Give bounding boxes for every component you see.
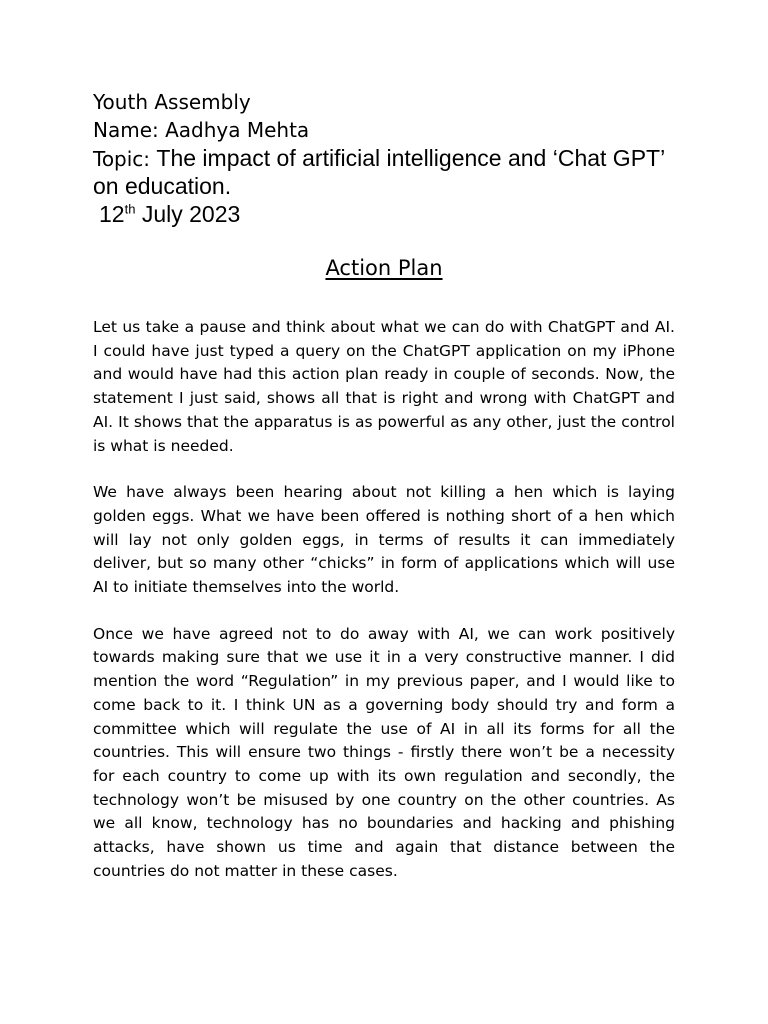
- title-text: Action Plan: [325, 256, 443, 280]
- date-suffix: th: [124, 201, 136, 217]
- document-date: [93, 200, 693, 228]
- document-title: [0, 253, 768, 283]
- document-header: [93, 88, 693, 228]
- author-name: Name: Aadhya Mehta: [93, 118, 310, 142]
- paragraph-3: Once we have agreed not to do away with AI, we can work positively towards making sure that we use it in a very constructive manner. I did mention the word “Regulation” in my previous paper, and I would like to come back to it. I think UN as a governing body should try and form a committee which will regulate the use of AI in all its forms for all the countries. This will ensure two things - firstly there won’t be a necessity for each country to come up with its own regulation and secondly, the technology won’t be misused by one country on the other countries. As we all know, technology has no boundaries and hacking and phishing attacks, have shown us time and again that distance between the countries do not matter in these cases.: [93, 624, 675, 880]
- assembly-line: Youth Assembly: [93, 90, 251, 114]
- paragraph-2: We have always been hearing about not killing a hen which is laying golden eggs. What we have been offered is nothing short of a hen which will lay not only golden eggs, in terms of results it can immediately deliver, but so many other “chicks” in form of applications which will use AI to initiate themselves into the world.: [93, 483, 675, 597]
- paragraph-1: Let us take a pause and think about what we can do with ChatGPT and AI. I could have just typed a query on the ChatGPT application on my iPhone and would have had this action plan ready in couple of seconds. Now, the statement I just said, shows all that is right and wrong with ChatGPT and AI. It shows that the apparatus is as powerful as any other, just the control is what is needed.: [93, 318, 675, 455]
- topic-label: Topic:: [93, 147, 157, 171]
- date-day: 12: [99, 201, 125, 227]
- document-body: [93, 316, 675, 906]
- topic-text: The impact of artificial intelligence and ‘Chat GPT’ on education.: [93, 145, 665, 199]
- date-month-year: July 2023: [135, 201, 241, 227]
- topic-line: [93, 145, 693, 200]
